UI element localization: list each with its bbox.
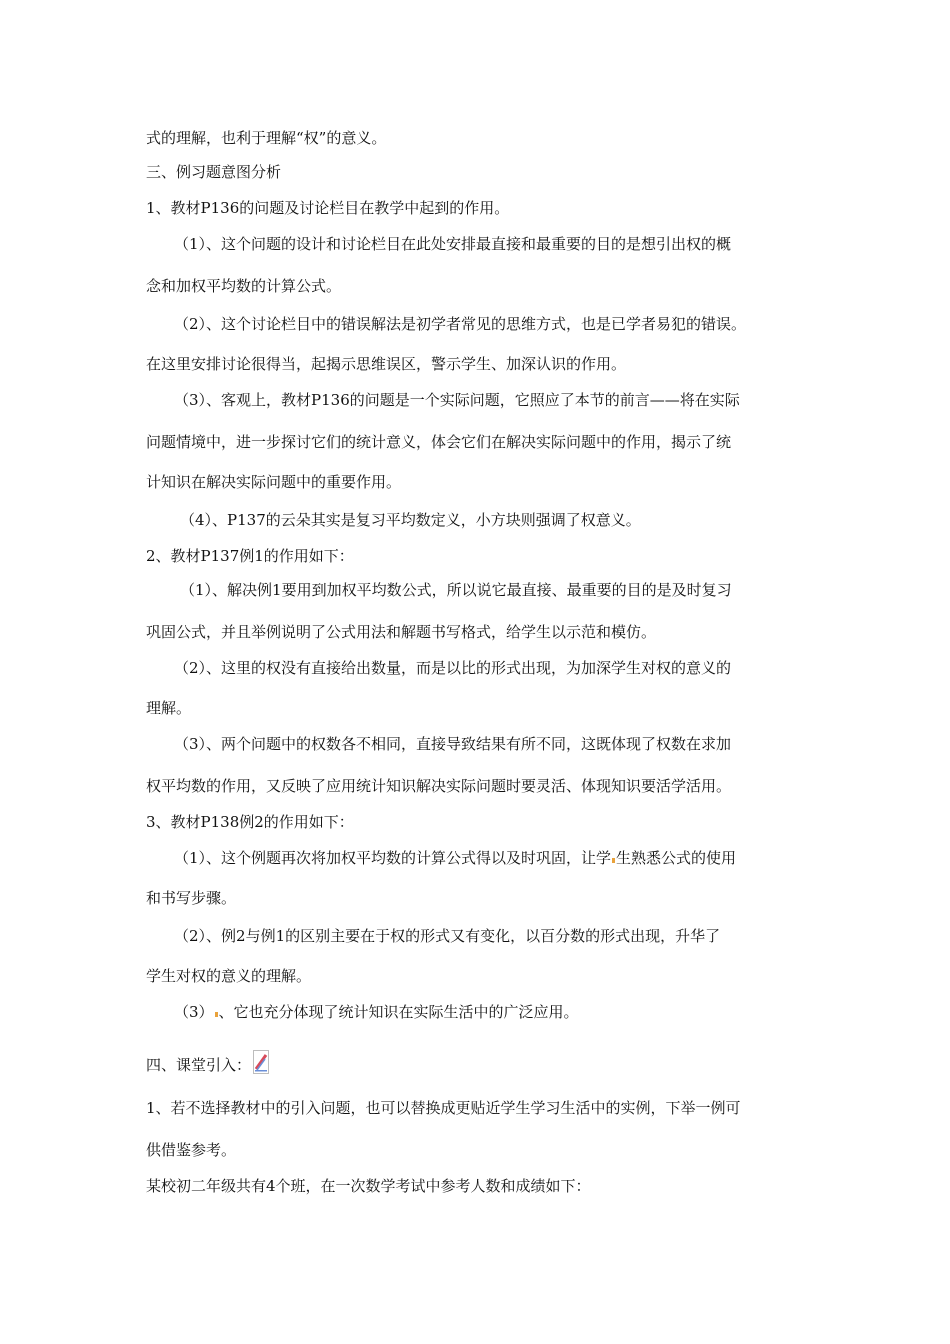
pencil-icon bbox=[253, 1050, 269, 1079]
paragraph-line: （2）、这个讨论栏目中的错误解法是初学者常见的思维方式，也是已学者易犯的错误。 bbox=[174, 315, 747, 333]
paragraph-line: 理解。 bbox=[146, 699, 192, 717]
paragraph-line: （2）、例2与例1的区别主要在于权的形式又有变化，以百分数的形式出现，升华了 bbox=[174, 927, 721, 945]
paragraph-line: （2）、这里的权没有直接给出数量，而是以比的形式出现，为加深学生对权的意义的 bbox=[174, 659, 732, 677]
paragraph-line bbox=[174, 848, 736, 868]
text-run: （1）、这个例题再次将加权平均数的计算公式得以及时巩固，让学 bbox=[174, 849, 612, 867]
text-run: 生熟悉公式的使用 bbox=[616, 849, 737, 867]
paragraph-line: 供借鉴参考。 bbox=[146, 1141, 237, 1159]
paragraph-line: （3）、客观上，教材P136的问题是一个实际问题，它照应了本节的前言——将在实际 bbox=[174, 391, 740, 409]
paragraph-line: 计知识在解决实际问题中的重要作用。 bbox=[146, 473, 402, 491]
paragraph-line: 某校初二年级共有4个班，在一次数学考试中参考人数和成绩如下： bbox=[146, 1177, 591, 1195]
text-run: 、它也充分体现了统计知识在实际生活中的广泛应用。 bbox=[218, 1003, 579, 1021]
paragraph-line: 学生对权的意义的理解。 bbox=[146, 967, 312, 985]
paragraph-line: 1、若不选择教材中的引入问题，也可以替换成更贴近学生学习生活中的实例，下举一例可 bbox=[146, 1099, 741, 1117]
subheading: 1、教材P136的问题及讨论栏目在教学中起到的作用。 bbox=[146, 199, 510, 217]
heading-text: 四、课堂引入： bbox=[146, 1056, 252, 1074]
paragraph-line: （3）、两个问题中的权数各不相同，直接导致结果有所不同，这既体现了权数在求加 bbox=[174, 735, 732, 753]
paragraph-line: 权平均数的作用，又反映了应用统计知识解决实际问题时要灵活、体现知识要活学活用。 bbox=[146, 777, 732, 795]
text-run: （3） bbox=[174, 1003, 214, 1021]
highlight-mark bbox=[612, 858, 615, 863]
paragraph-line: 问题情境中，进一步探讨它们的统计意义，体会它们在解决实际问题中的作用，揭示了统 bbox=[146, 433, 732, 451]
highlight-mark bbox=[215, 1012, 218, 1017]
paragraph-line: 和书写步骤。 bbox=[146, 889, 237, 907]
paragraph-line: （1）、解决例1要用到加权平均数公式，所以说它最直接、最重要的目的是及时复习 bbox=[180, 581, 732, 599]
paragraph-line: （1）、这个问题的设计和讨论栏目在此处安排最直接和最重要的目的是想引出权的概 bbox=[174, 235, 732, 253]
section-heading: 三、例习题意图分析 bbox=[146, 163, 282, 181]
subheading: 3、教材P138例2的作用如下： bbox=[146, 813, 354, 831]
section-heading bbox=[146, 1046, 269, 1075]
subheading: 2、教材P137例1的作用如下： bbox=[146, 547, 354, 565]
paragraph-line: 在这里安排讨论很得当，起揭示思维误区，警示学生、加深认识的作用。 bbox=[146, 355, 627, 373]
paragraph-line: 式的理解，也利于理解“权”的意义。 bbox=[146, 129, 387, 147]
paragraph-line: 巩固公式，并且举例说明了公式用法和解题书写格式，给学生以示范和模仿。 bbox=[146, 623, 657, 641]
paragraph-line: 念和加权平均数的计算公式。 bbox=[146, 277, 342, 295]
paragraph-line: （4）、P137的云朵其实是复习平均数定义，小方块则强调了权意义。 bbox=[180, 511, 641, 529]
paragraph-line bbox=[174, 1002, 579, 1022]
